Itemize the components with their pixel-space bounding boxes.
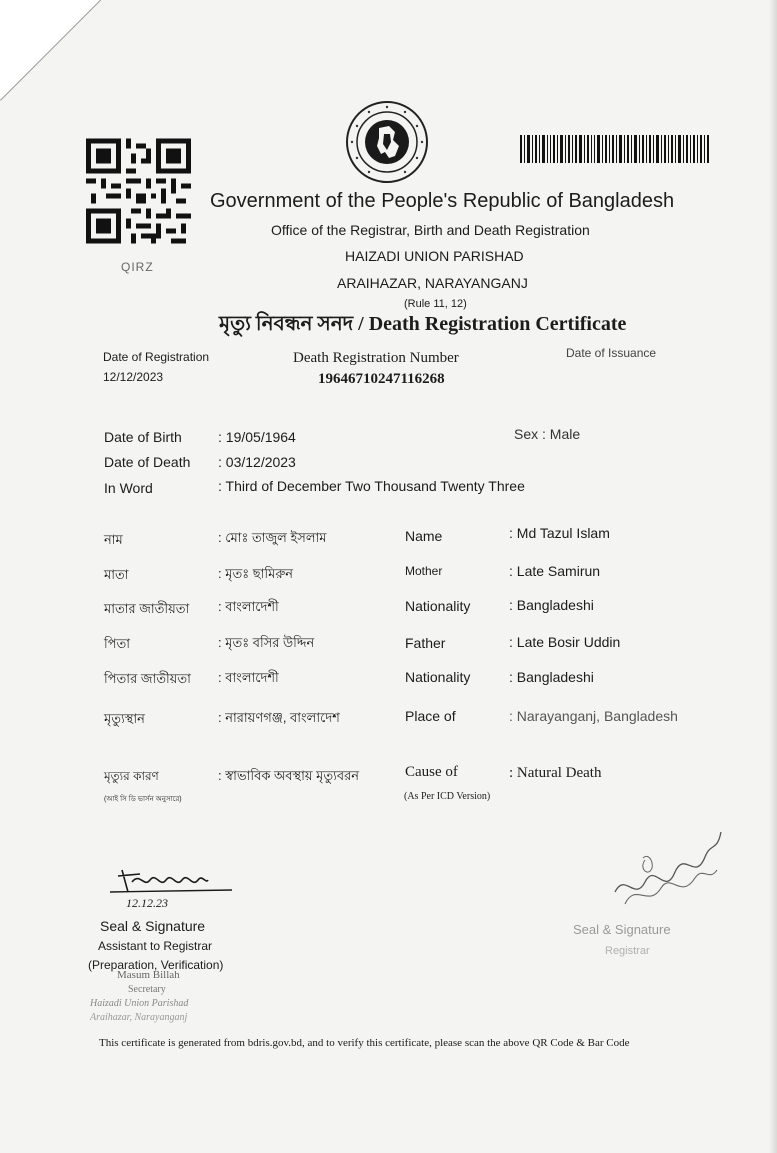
office-heading: Office of the Registrar, Birth and Death Registration	[271, 222, 590, 238]
dod-value: : 03/12/2023	[218, 454, 296, 470]
stamp-officer-title: Secretary	[128, 984, 166, 995]
dob-label: Date of Birth	[104, 429, 182, 445]
icd-note-en: (As Per ICD Version)	[404, 791, 491, 802]
field-bn-label: পিতা	[104, 636, 131, 651]
field-bn-value: : বাংলাদেশী	[218, 670, 279, 685]
field-bn-label: মাতা	[104, 567, 129, 582]
seal-signature-label: Seal & Signature	[100, 918, 206, 934]
field-en-value: : Bangladeshi	[509, 669, 594, 685]
icd-note-bn: (আই সি ডি ভার্সন অনুসারে)	[104, 796, 182, 803]
paper-edge-shadow	[769, 0, 777, 1153]
rule-reference: (Rule 11, 12)	[404, 298, 467, 310]
assistant-role: Assistant to Registrar	[98, 939, 213, 953]
field-en-label: Nationality	[405, 598, 471, 614]
field-en-label: Nationality	[405, 669, 471, 685]
sex-value: Sex : Male	[514, 426, 581, 442]
field-bn-label: নাম	[104, 532, 123, 547]
stamp-upazila: Araihazar, Narayanganj	[90, 1012, 188, 1023]
government-seal-icon	[345, 100, 429, 184]
inword-label: In Word	[104, 480, 153, 496]
registration-date-value: 12/12/2023	[103, 370, 164, 384]
registrar-signature	[605, 812, 730, 922]
field-bn-value: : বাংলাদেশী	[218, 599, 279, 614]
dod-label: Date of Death	[104, 454, 191, 470]
assistant-role-note: (Preparation, Verification)	[88, 958, 224, 972]
qr-caption: QIRZ	[121, 260, 154, 274]
field-en-value: : Md Tazul Islam	[509, 525, 610, 541]
field-en-value: : Bangladeshi	[509, 597, 594, 613]
field-bn-value: : মোঃ তাজুল ইসলাম	[218, 530, 327, 545]
qr-code-icon	[86, 137, 191, 245]
registrar-seal-label: Seal & Signature	[573, 922, 671, 937]
field-en-label: Father	[405, 635, 446, 651]
field-en-value: : Late Samirun	[509, 563, 601, 579]
union-name: HAIZADI UNION PARISHAD	[345, 248, 524, 264]
field-en-value: : Late Bosir Uddin	[509, 634, 621, 650]
field-bn-value: : স্বাভাবিক অবস্থায় মৃত্যুবরন	[218, 768, 360, 783]
field-en-label: Place of	[405, 708, 456, 724]
field-bn-value: : মৃতঃ বসির উদ্দিন	[218, 635, 315, 650]
registration-date-label: Date of Registration	[103, 350, 210, 364]
certificate-title: মৃত্যু নিবন্ধন সনদ / Death Registration Certificate	[219, 313, 627, 335]
dob-value: : 19/05/1964	[218, 429, 296, 445]
field-en-label: Cause of	[405, 764, 458, 780]
government-heading: Government of the People's Republic of Bangladesh	[210, 190, 675, 212]
field-en-label: Mother	[405, 564, 443, 578]
registration-number-value: 19646710247116268	[318, 371, 445, 387]
signature-date: 12.12.23	[126, 896, 168, 910]
upazila-name: ARAIHAZAR, NARAYANGANJ	[337, 275, 528, 291]
registrar-role: Registrar	[605, 945, 650, 957]
field-bn-label: পিতার জাতীয়তা	[104, 671, 191, 686]
field-bn-label: মাতার জাতীয়তা	[104, 601, 190, 616]
field-en-value: : Narayanganj, Bangladesh	[509, 708, 678, 724]
barcode-icon	[520, 133, 710, 165]
field-en-label: Name	[405, 528, 443, 544]
field-bn-value: : মৃতঃ ছামিরুন	[218, 566, 294, 581]
field-bn-label: মৃত্যুর কারণ	[104, 769, 159, 783]
issuance-date-label: Date of Issuance	[566, 346, 657, 360]
field-bn-value: : নারায়ণগঞ্জ, বাংলাদেশ	[218, 710, 340, 725]
field-en-value: : Natural Death	[509, 765, 602, 781]
verification-footer: This certificate is generated from bdris.gov.bd, and to verify this certificate, please scan the above QR Code & Bar Code	[99, 1037, 630, 1049]
stamp-union: Haizadi Union Parishad	[90, 998, 189, 1009]
inword-value: : Third of December Two Thousand Twenty Three	[218, 478, 525, 494]
registration-number-label: Death Registration Number	[293, 350, 459, 366]
stamp-officer-name: Masum Billah	[117, 969, 180, 981]
field-bn-label: মৃত্যুস্থান	[104, 711, 145, 726]
